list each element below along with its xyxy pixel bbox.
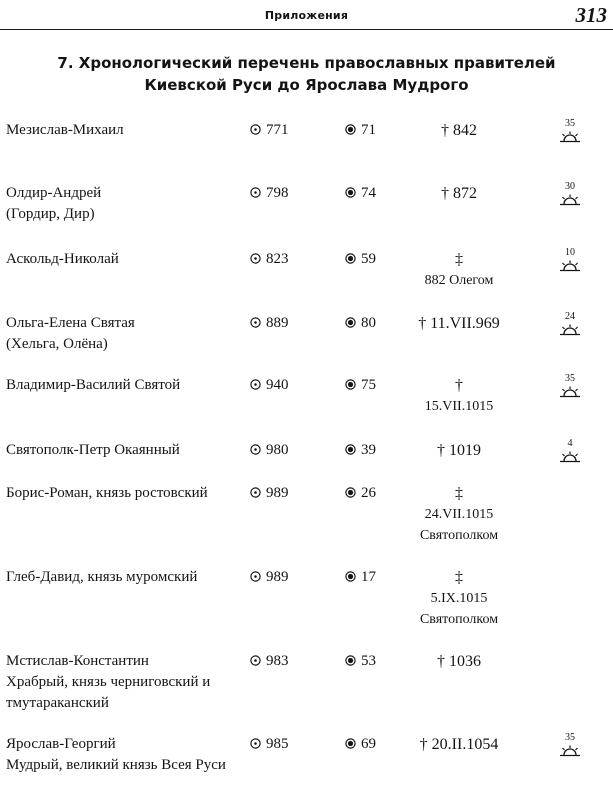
- age-number: 10: [565, 247, 575, 258]
- reign-number: 53: [361, 653, 376, 669]
- age-marker: [556, 373, 584, 397]
- birth-year: [250, 440, 320, 461]
- ruler-name-line-1: Святополк-Петр Окаянный: [6, 442, 180, 458]
- table-row: [0, 651, 613, 721]
- ruler-name-line-2: Мудрый, великий князь Всея Руси: [6, 757, 226, 773]
- birth-year: [250, 483, 320, 504]
- ruler-name: [6, 375, 246, 396]
- age-marker: [556, 181, 584, 205]
- ruler-name-line-3: тмутараканский: [6, 695, 109, 711]
- death-info: [400, 313, 518, 334]
- death-info: [400, 734, 518, 755]
- birth-year-value: 940: [266, 377, 289, 393]
- reign-number: 17: [361, 569, 376, 585]
- birth-year-value: 983: [266, 653, 289, 669]
- death-detail-1: 5.IX.1015: [430, 591, 488, 606]
- birth-year: [250, 313, 320, 334]
- sun-dot-icon: [250, 124, 261, 135]
- reign-value: [345, 120, 405, 141]
- birth-year: [250, 651, 320, 672]
- birth-year-value: 798: [266, 185, 289, 201]
- filled-circle-icon: [345, 187, 356, 198]
- death-date: ‡: [455, 485, 463, 502]
- age-marker: [556, 732, 584, 756]
- death-date: † 1036: [437, 653, 481, 670]
- ruler-name: [6, 734, 246, 776]
- filled-circle-icon: [345, 571, 356, 582]
- table-row: [0, 734, 613, 804]
- birth-year-value: 771: [266, 122, 289, 138]
- section-title: [0, 52, 613, 96]
- table-row: [0, 120, 613, 190]
- table-row: [0, 483, 613, 553]
- reign-value: [345, 440, 405, 461]
- reign-number: 39: [361, 442, 376, 458]
- filled-circle-icon: [345, 487, 356, 498]
- birth-year-value: 889: [266, 315, 289, 331]
- birth-year-value: 989: [266, 569, 289, 585]
- sun-dot-icon: [250, 317, 261, 328]
- age-marker: [556, 311, 584, 335]
- reign-value: [345, 734, 405, 755]
- table-row: [0, 313, 613, 383]
- reign-number: 71: [361, 122, 376, 138]
- sunrise-icon: [559, 385, 581, 397]
- section-title-line-2: Киевской Руси до Ярослава Мудрого: [144, 76, 469, 94]
- death-info: [400, 440, 518, 461]
- ruler-name-line-2: Храбрый, князь черниговский и: [6, 674, 211, 690]
- reign-value: [345, 375, 405, 396]
- death-date: † 11.VII.969: [418, 315, 500, 332]
- age-marker: [556, 438, 584, 462]
- sunrise-icon: [559, 130, 581, 142]
- reign-number: 26: [361, 485, 376, 501]
- reign-number: 69: [361, 736, 376, 752]
- birth-year-value: 989: [266, 485, 289, 501]
- ruler-name-line-1: Мезислав-Михаил: [6, 122, 124, 138]
- age-number: 24: [565, 311, 575, 322]
- table-row: [0, 249, 613, 319]
- birth-year-value: 985: [266, 736, 289, 752]
- death-date: † 842: [441, 122, 477, 139]
- running-header: [0, 0, 613, 30]
- death-date: ‡: [455, 569, 463, 586]
- death-info: [400, 183, 518, 204]
- ruler-name-line-1: Аскольд-Николай: [6, 251, 119, 267]
- ruler-name-line-1: Глеб-Давид, князь муромский: [6, 569, 198, 585]
- sun-dot-icon: [250, 187, 261, 198]
- sun-dot-icon: [250, 253, 261, 264]
- death-date: † 872: [441, 185, 477, 202]
- reign-number: 75: [361, 377, 376, 393]
- ruler-name-line-1: Борис-Роман, князь ростовский: [6, 485, 208, 501]
- ruler-name-line-1: Мстислав-Константин: [6, 653, 149, 669]
- birth-year-value: 823: [266, 251, 289, 267]
- age-number: 35: [565, 118, 575, 129]
- ruler-name-line-1: Ярослав-Георгий: [6, 736, 116, 752]
- death-info: [400, 120, 518, 141]
- ruler-name: [6, 651, 246, 714]
- ruler-name: [6, 183, 246, 225]
- ruler-name: [6, 120, 246, 141]
- sun-dot-icon: [250, 379, 261, 390]
- birth-year: [250, 567, 320, 588]
- death-detail-1: 15.VII.1015: [424, 399, 494, 414]
- running-header-title: Приложения: [264, 9, 349, 22]
- table-row: [0, 567, 613, 637]
- birth-year: [250, 734, 320, 755]
- sun-dot-icon: [250, 571, 261, 582]
- age-number: 4: [567, 438, 573, 449]
- death-info: [400, 249, 518, 291]
- death-date: †: [455, 377, 463, 394]
- reign-number: 74: [361, 185, 376, 201]
- ruler-name-line-2: (Гордир, Дир): [6, 206, 95, 222]
- death-detail-2: Святополком: [419, 612, 499, 627]
- table-row: [0, 375, 613, 445]
- birth-year: [250, 120, 320, 141]
- age-number: 35: [565, 732, 575, 743]
- birth-year: [250, 249, 320, 270]
- age-number: 30: [565, 181, 575, 192]
- death-date: ‡: [455, 251, 463, 268]
- death-detail-1: 882 Олегом: [424, 273, 494, 288]
- sun-dot-icon: [250, 487, 261, 498]
- header-rule: [0, 29, 613, 30]
- ruler-name: [6, 567, 246, 588]
- reign-value: [345, 651, 405, 672]
- reign-value: [345, 313, 405, 334]
- sun-dot-icon: [250, 655, 261, 666]
- age-marker: [556, 247, 584, 271]
- filled-circle-icon: [345, 124, 356, 135]
- page-number: 313: [575, 3, 607, 27]
- birth-year-value: 980: [266, 442, 289, 458]
- sun-dot-icon: [250, 738, 261, 749]
- sunrise-icon: [559, 193, 581, 205]
- ruler-name: [6, 483, 246, 504]
- death-detail-1: 24.VII.1015: [424, 507, 494, 522]
- death-info: [400, 651, 518, 672]
- death-info: [400, 567, 518, 630]
- birth-year: [250, 375, 320, 396]
- filled-circle-icon: [345, 444, 356, 455]
- ruler-name-line-1: Владимир-Василий Святой: [6, 377, 181, 393]
- birth-year: [250, 183, 320, 204]
- reign-value: [345, 567, 405, 588]
- ruler-name: [6, 440, 246, 461]
- sunrise-icon: [559, 323, 581, 335]
- death-info: [400, 483, 518, 546]
- ruler-name: [6, 249, 246, 270]
- filled-circle-icon: [345, 655, 356, 666]
- reign-value: [345, 483, 405, 504]
- sunrise-icon: [559, 450, 581, 462]
- ruler-name: [6, 313, 246, 355]
- death-info: [400, 375, 518, 417]
- filled-circle-icon: [345, 253, 356, 264]
- filled-circle-icon: [345, 379, 356, 390]
- death-date: † 1019: [437, 442, 481, 459]
- filled-circle-icon: [345, 317, 356, 328]
- sunrise-icon: [559, 744, 581, 756]
- ruler-name-line-2: (Хельга, Олёна): [6, 336, 108, 352]
- death-detail-2: Святополком: [419, 528, 499, 543]
- ruler-name-line-1: Олдир-Андрей: [6, 185, 102, 201]
- reign-number: 80: [361, 315, 376, 331]
- section-title-line-1: 7. Хронологический перечень православных правителей: [57, 54, 556, 72]
- reign-number: 59: [361, 251, 376, 267]
- sun-dot-icon: [250, 444, 261, 455]
- filled-circle-icon: [345, 738, 356, 749]
- reign-value: [345, 249, 405, 270]
- ruler-name-line-1: Ольга-Елена Святая: [6, 315, 135, 331]
- age-marker: [556, 118, 584, 142]
- age-number: 35: [565, 373, 575, 384]
- table-row: [0, 183, 613, 253]
- sunrise-icon: [559, 259, 581, 271]
- reign-value: [345, 183, 405, 204]
- death-date: † 20.II.1054: [419, 736, 499, 753]
